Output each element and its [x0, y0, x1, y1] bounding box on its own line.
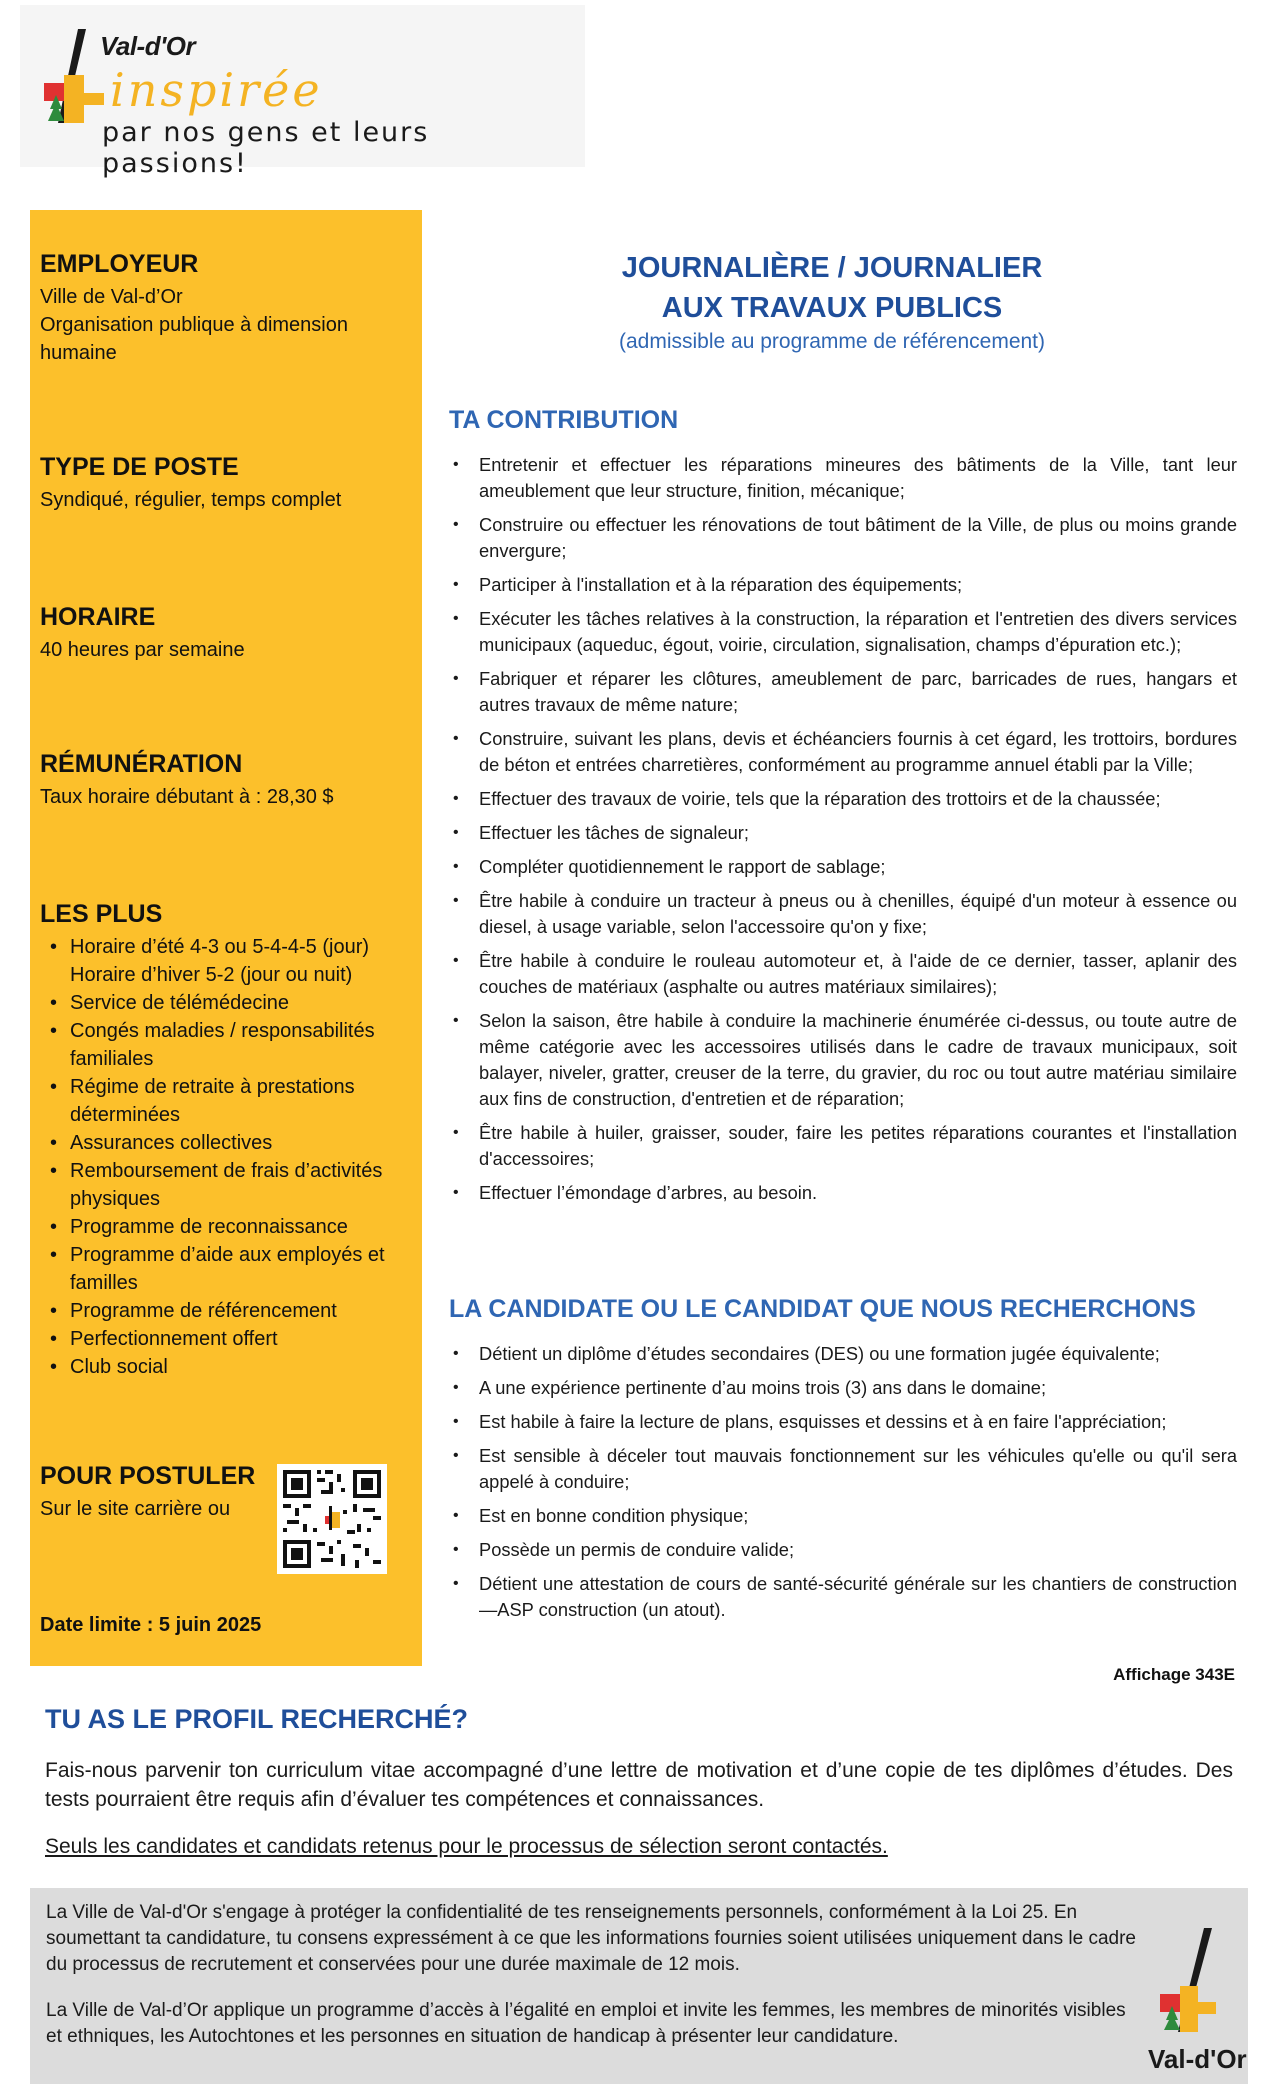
list-item: • Horaire d’été 4-3 ou 5-4-4-5 (jour) Horaire d’hiver 5-2 (jour ou nuit): [40, 933, 370, 989]
list-item: • Remboursement de frais d’activités physiques: [40, 1157, 410, 1213]
list-item: • Régime de retraite à prestations déterminées: [40, 1073, 400, 1129]
list-item: • Programme de reconnaissance: [40, 1213, 410, 1241]
list-item: • A une expérience pertinente d’au moins trois (3) ans dans le domaine;: [449, 1375, 1237, 1401]
qr-code-icon[interactable]: [277, 1464, 387, 1574]
candidat-heading: LA CANDIDATE OU LE CANDIDAT QUE NOUS RECHERCHONS: [449, 1295, 1196, 1323]
type-poste-block: [40, 453, 410, 514]
list-item: • Être habile à huiler, graisser, souder, faire les petites réparations courantes et l'installation d'accessoires;: [449, 1120, 1237, 1172]
list-item: • Participer à l'installation et à la réparation des équipements;: [449, 572, 1237, 598]
list-item: • Effectuer les tâches de signaleur;: [449, 820, 1237, 846]
list-item: • Est habile à faire la lecture de plans, esquisses et dessins et à en faire l'appréciation;: [449, 1409, 1237, 1435]
list-item: • Être habile à conduire un tracteur à pneus ou à chenilles, équipé d'un moteur à essence ou diesel, à usage variable, selon l'accessoire qu'on y fixe;: [449, 888, 1237, 940]
employeur-line: Organisation publique à dimension humaine: [40, 314, 348, 364]
list-item: • Selon la saison, être habile à conduire la machinerie énumérée ci-dessus, ou toute autre de même catégorie avec les accessoires utilisés dans le cadre de travaux municipaux, soit balayer, niveler, gratter, creuser de la terre, du gravier, du roc ou tout autre matériau similaire aux fins de construction, d'entretien et de réparation;: [449, 1008, 1237, 1112]
type-poste-title: TYPE DE POSTE: [40, 453, 239, 481]
remuneration-block: [40, 750, 410, 811]
contribution-heading: TA CONTRIBUTION: [449, 406, 679, 434]
list-item: • Programme de référencement: [40, 1297, 410, 1325]
header-logo: [20, 5, 585, 179]
footer: [30, 1888, 1248, 2084]
list-item: • Possède un permis de conduire valide;: [449, 1537, 1237, 1563]
contribution-list: [449, 452, 1237, 1214]
list-item: • Construire, suivant les plans, devis et échéanciers fournis à cet égard, les trottoirs, bordures de béton et entrées charretières, conformément au programme annuel établi par la Ville;: [449, 726, 1237, 778]
list-item: • Assurances collectives: [40, 1129, 410, 1157]
list-item: • Est en bonne condition physique;: [449, 1503, 1237, 1529]
candidat-list: [449, 1341, 1237, 1631]
list-item: • Service de télémédecine: [40, 989, 410, 1017]
profil-text: Fais-nous parvenir ton curriculum vitae accompagné d’une lettre de motivation et d’une copie de tes diplômes d’études. Des tests pourraient être requis afin d’évaluer tes compétences et connaissances.: [45, 1759, 1233, 1811]
list-item: • Fabriquer et réparer les clôtures, ameublement de parc, barricades de rues, hangars et autres travaux de même nature;: [449, 666, 1237, 718]
logo-name: Val-d'Or: [100, 31, 196, 61]
job-subtitle: (admissible au programme de référencement): [618, 330, 1046, 353]
employeur-block: [40, 250, 410, 367]
list-item: • Exécuter les tâches relatives à la construction, la réparation et l'entretien des divers services municipaux (aqueduc, égout, voirie, circulation, signalisation, champs d’épuration etc.);: [449, 606, 1237, 658]
postuler-title: POUR POSTULER: [40, 1462, 256, 1490]
employeur-title: EMPLOYEUR: [40, 250, 199, 278]
list-item: • Effectuer l’émondage d’arbres, au besoin.: [449, 1180, 1237, 1206]
posting-number: Affichage 343E: [1113, 1665, 1235, 1684]
list-item: • Perfectionnement offert: [40, 1325, 410, 1353]
list-item: • Être habile à conduire le rouleau automoteur et, à l'aide de ce dernier, tasser, aplanir des couches de matériaux (asphalte ou autres matériaux similaires);: [449, 948, 1237, 1000]
footer-logo-name: Val-d'Or: [1148, 2044, 1247, 2074]
list-item: • Détient un diplôme d’études secondaires (DES) ou une formation jugée équivalente;: [449, 1341, 1237, 1367]
employeur-line: Ville de Val-d’Or: [40, 286, 183, 308]
les-plus-list: [40, 933, 410, 1381]
remuneration-text: Taux horaire débutant à : 28,30 $: [40, 786, 334, 808]
list-item: • Congés maladies / responsabilités familiales: [40, 1017, 400, 1073]
list-item: • Programme d’aide aux employés et familles: [40, 1241, 410, 1297]
les-plus-block: [40, 900, 410, 1381]
profil-title: TU AS LE PROFIL RECHERCHÉ?: [45, 1704, 469, 1734]
postuler-text: Sur le site carrière ou: [40, 1498, 231, 1520]
list-item: • Effectuer des travaux de voirie, tels que la réparation des trottoirs et de la chaussée;: [449, 786, 1237, 812]
privacy-text: La Ville de Val-d'Or s'engage à protéger la confidentialité de tes renseignements personnels, conformément à la Loi 25. En soumettant ta candidature, tu consens expressément à ce que les informations fournies soient utilisées uniquement dans le cadre du processus de recrutement et conservées pour une durée maximale de 12 mois.: [46, 1902, 1136, 1975]
logo-script-text: inspirée: [110, 63, 323, 117]
list-item: • Club social: [40, 1353, 410, 1381]
horaire-title: HORAIRE: [40, 603, 156, 631]
info-sidebar: [30, 210, 422, 1666]
list-item: • Est sensible à déceler tout mauvais fonctionnement sur les véhicules qu'elle ou qu'il sera appelé à conduire;: [449, 1443, 1237, 1495]
list-item: • Détient une attestation de cours de santé-sécurité générale sur les chantiers de construction—ASP construction (un atout).: [449, 1571, 1237, 1623]
les-plus-title: LES PLUS: [40, 900, 163, 928]
type-poste-text: Syndiqué, régulier, temps complet: [40, 489, 342, 511]
list-item: • Entretenir et effectuer les réparations mineures des bâtiments de la Ville, tant leur ameublement que leur structure, finition, mécanique;: [449, 452, 1237, 504]
list-item: • Compléter quotidiennement le rapport de sablage;: [449, 854, 1237, 880]
job-title-line: AUX TRAVAUX PUBLICS: [661, 292, 1003, 324]
remuneration-title: RÉMUNÉRATION: [40, 750, 243, 778]
deadline-text: Date limite : 5 juin 2025: [40, 1614, 262, 1636]
equity-text: La Ville de Val-d’Or applique un programme d’accès à l’égalité en emploi et invite les femmes, les membres de minorités visibles et ethniques, les Autochtones et les personnes en situation de handicap à présenter leur candidature.: [46, 2000, 1126, 2047]
horaire-block: [40, 603, 410, 664]
logo-tagline: par nos gens et leurs passions!: [102, 117, 430, 179]
list-item: • Construire ou effectuer les rénovations de tout bâtiment de la Ville, de plus ou moins grande envergure;: [449, 512, 1237, 564]
job-title-line: JOURNALIÈRE / JOURNALIER: [621, 252, 1043, 284]
profil-note: Seuls les candidates et candidats retenus pour le processus de sélection seront contactés.: [45, 1835, 888, 1858]
job-title: [432, 248, 1232, 356]
horaire-text: 40 heures par semaine: [40, 639, 245, 661]
